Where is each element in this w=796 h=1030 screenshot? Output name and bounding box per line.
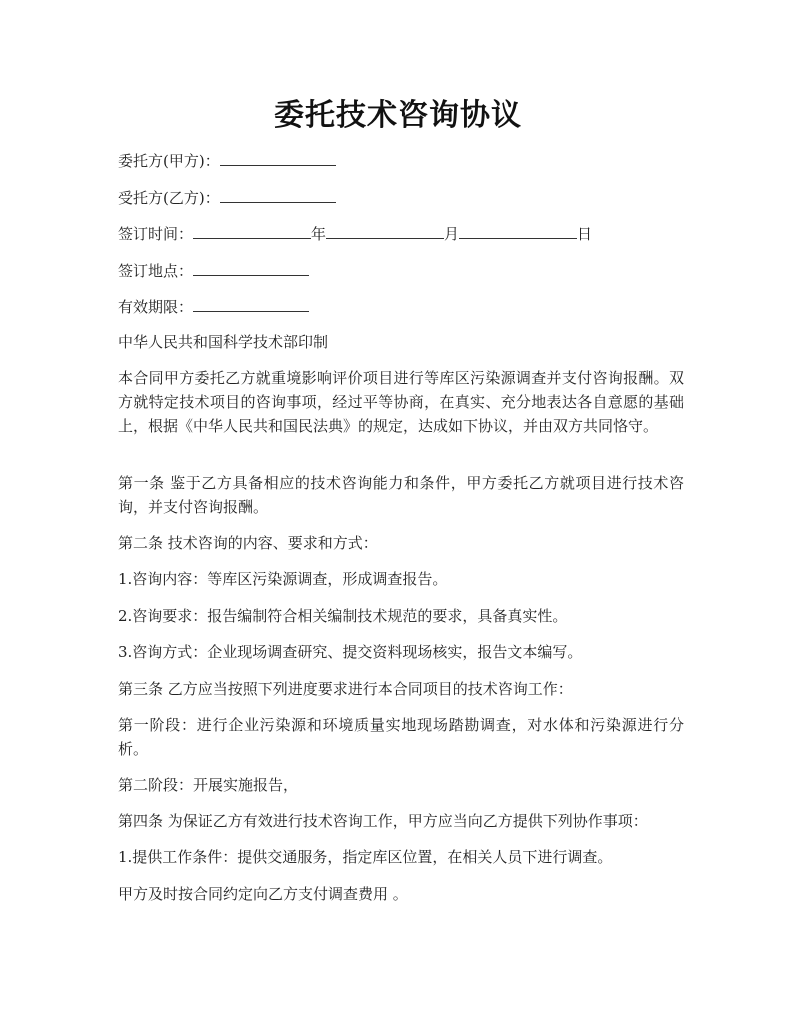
- client-blank[interactable]: [220, 151, 336, 166]
- stage-2: 第二阶段：开展实施报告，: [118, 776, 299, 794]
- consultant-blank[interactable]: [220, 188, 336, 203]
- article-2-item-3: 3.咨询方式：企业现场调查研究、提交资料现场核实，报告文本编写。: [118, 643, 583, 661]
- day-blank[interactable]: [459, 224, 577, 239]
- year-label: 年: [311, 225, 327, 243]
- consultant-label: 受托方(乙方)：: [118, 189, 220, 207]
- printer-note: 中华人民共和国科学技术部印制: [118, 333, 329, 351]
- article-2-item-2: 2.咨询要求：报告编制符合相关编制技术规范的要求，具备真实性。: [118, 607, 568, 625]
- article-2: 第二条 技术咨询的内容、要求和方式：: [118, 534, 378, 552]
- validity-label: 有效期限：: [118, 298, 194, 316]
- year-blank[interactable]: [193, 224, 311, 239]
- validity-blank[interactable]: [193, 297, 309, 312]
- payment-clause: 甲方及时按合同约定向乙方支付调查费用 。: [118, 885, 408, 903]
- consultant-field: [118, 186, 336, 210]
- sign-place-blank[interactable]: [193, 261, 309, 276]
- article-1: 第一条 鉴于乙方具备相应的技术咨询能力和条件，甲方委托乙方就项目进行技术咨询，并支付咨询报酬。: [118, 474, 684, 516]
- client-label: 委托方(甲方)：: [118, 152, 220, 170]
- validity-field: [118, 295, 309, 319]
- article-4: 第四条 为保证乙方有效进行技术咨询工作，甲方应当向乙方提供下列协作事项：: [118, 812, 648, 830]
- article-3: 第三条 乙方应当按照下列进度要求进行本合同项目的技术咨询工作：: [118, 680, 573, 698]
- sign-place-field: [118, 259, 309, 283]
- day-label: 日: [577, 225, 593, 243]
- sign-date-label: 签订时间：: [118, 225, 194, 243]
- stage-1: 第一阶段：进行企业污染源和环境质量实地现场踏勘调查，对水体和污染源进行分析。: [118, 716, 684, 758]
- month-label: 月: [444, 225, 460, 243]
- sign-place-label: 签订地点：: [118, 262, 194, 280]
- intro-paragraph: 本合同甲方委托乙方就重境影响评价项目进行等库区污染源调查并支付咨询报酬。双方就特定技术项目的咨询事项，经过平等协商，在真实、充分地表达各自意愿的基础上，根据《中华人民共和国民法典》的规定，达成如下协议，并由双方共同恪守。: [118, 369, 684, 435]
- month-blank[interactable]: [326, 224, 444, 239]
- sign-date-field: [118, 222, 592, 246]
- article-4-item-1: 1.提供工作条件：提供交通服务，指定库区位置，在相关人员下进行调查。: [118, 848, 613, 866]
- article-2-item-1: 1.咨询内容：等库区污染源调查，形成调查报告。: [118, 570, 448, 588]
- client-field: [118, 149, 336, 173]
- document-title: 委托技术咨询协议: [274, 98, 522, 133]
